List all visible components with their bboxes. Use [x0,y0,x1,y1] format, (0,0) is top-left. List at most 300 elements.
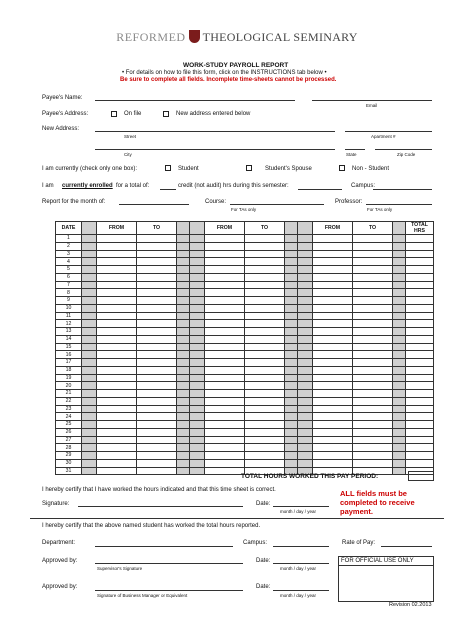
time-cell[interactable] [353,444,393,452]
shaded-cell [177,320,190,328]
time-cell[interactable] [137,320,177,328]
time-cell[interactable] [245,459,285,467]
time-cell[interactable] [313,382,353,390]
time-cell[interactable] [406,359,434,367]
time-cell[interactable] [205,289,245,297]
time-cell[interactable] [313,359,353,367]
department-field[interactable] [95,546,233,547]
time-cell[interactable] [406,351,434,359]
time-cell[interactable] [406,382,434,390]
time-cell[interactable] [97,436,137,444]
time-cell[interactable] [406,266,434,274]
col-from-1: FROM [97,222,137,235]
time-cell[interactable] [97,242,137,250]
time-cell[interactable] [406,413,434,421]
time-cell[interactable] [205,351,245,359]
time-cell[interactable] [406,242,434,250]
shaded-cell [285,444,298,452]
shaded-cell [177,452,190,460]
time-cell[interactable] [97,428,137,436]
time-cell[interactable] [205,343,245,351]
time-cell[interactable] [97,258,137,266]
time-cell[interactable] [313,273,353,281]
table-row [56,273,434,281]
time-cell[interactable] [137,444,177,452]
time-cell[interactable] [353,328,393,336]
rate-field[interactable] [381,546,432,547]
time-cell[interactable] [205,390,245,398]
time-cell[interactable] [313,390,353,398]
time-cell[interactable] [406,343,434,351]
student-label: Student [178,166,199,172]
time-cell[interactable] [245,390,285,398]
date-cell: 29 [56,452,82,460]
time-cell[interactable] [406,421,434,429]
time-cell[interactable] [97,312,137,320]
time-cell[interactable] [353,359,393,367]
shaded-cell [190,297,205,305]
time-cell[interactable] [205,413,245,421]
time-cell[interactable] [406,374,434,382]
time-cell[interactable] [353,297,393,305]
time-cell[interactable] [97,397,137,405]
time-cell[interactable] [406,428,434,436]
time-cell[interactable] [245,382,285,390]
time-cell[interactable] [353,273,393,281]
time-cell[interactable] [313,428,353,436]
time-cell[interactable] [137,343,177,351]
time-cell[interactable] [313,328,353,336]
street-field[interactable] [95,131,335,132]
time-cell[interactable] [313,235,353,243]
campus-label: Campus: [351,183,376,189]
time-cell[interactable] [313,250,353,258]
time-cell[interactable] [97,235,137,243]
time-cell[interactable] [406,273,434,281]
time-cell[interactable] [205,235,245,243]
time-cell[interactable] [353,390,393,398]
date-cell: 20 [56,382,82,390]
time-cell[interactable] [137,242,177,250]
time-cell[interactable] [245,366,285,374]
time-cell[interactable] [97,452,137,460]
total-hours-field[interactable] [408,471,434,481]
time-cell[interactable] [353,459,393,467]
date-cell: 21 [56,390,82,398]
time-cell[interactable] [205,250,245,258]
time-cell[interactable] [205,359,245,367]
city-field[interactable] [95,149,335,150]
time-cell[interactable] [313,289,353,297]
time-cell[interactable] [313,281,353,289]
shaded-cell [177,436,190,444]
table-row [56,421,434,429]
shaded-cell [82,397,97,405]
time-cell[interactable] [353,250,393,258]
time-cell[interactable] [406,444,434,452]
time-cell[interactable] [313,421,353,429]
time-cell[interactable] [97,250,137,258]
time-cell[interactable] [97,320,137,328]
time-cell[interactable] [205,312,245,320]
time-cell[interactable] [97,343,137,351]
time-cell[interactable] [205,452,245,460]
date-cell: 2 [56,242,82,250]
time-cell[interactable] [205,273,245,281]
time-cell[interactable] [353,428,393,436]
time-cell[interactable] [406,304,434,312]
street-label: Street [124,134,137,139]
time-cell[interactable] [137,436,177,444]
logo-reformed: REFORMED [116,30,186,44]
date-cell: 27 [56,436,82,444]
time-cell[interactable] [137,250,177,258]
time-cell[interactable] [97,281,137,289]
time-cell[interactable] [137,351,177,359]
shaded-cell [298,359,313,367]
time-cell[interactable] [137,405,177,413]
time-cell[interactable] [137,266,177,274]
supervisor-date-field[interactable] [273,563,329,564]
currently-enrolled-label: currently enrolled [62,183,113,189]
date-cell: 9 [56,297,82,305]
month-field[interactable] [119,204,189,205]
time-cell[interactable] [245,351,285,359]
spouse-checkbox[interactable] [246,165,252,171]
time-cell[interactable] [406,289,434,297]
time-cell[interactable] [353,374,393,382]
time-cell[interactable] [313,297,353,305]
shaded-cell [82,390,97,398]
time-cell[interactable] [97,328,137,336]
time-cell[interactable] [97,459,137,467]
time-cell[interactable] [406,328,434,336]
time-cell[interactable] [137,467,177,475]
time-cell[interactable] [97,359,137,367]
time-cell[interactable] [205,297,245,305]
shaded-cell [177,266,190,274]
time-cell[interactable] [313,436,353,444]
credit-total-field[interactable] [298,189,342,190]
time-cell[interactable] [205,428,245,436]
time-cell[interactable] [353,413,393,421]
time-cell[interactable] [313,397,353,405]
date-cell: 15 [56,343,82,351]
time-cell[interactable] [353,266,393,274]
time-cell[interactable] [205,328,245,336]
business-date-label: Date: [256,584,271,590]
time-cell[interactable] [137,428,177,436]
time-cell[interactable] [137,397,177,405]
section-divider [30,518,444,519]
time-cell[interactable] [353,312,393,320]
payee-name-field[interactable] [95,100,295,101]
time-cell[interactable] [245,413,285,421]
time-cell[interactable] [245,235,285,243]
time-cell[interactable] [205,304,245,312]
time-cell[interactable] [406,235,434,243]
shaded-cell [393,343,406,351]
date-cell: 16 [56,351,82,359]
date-cell: 5 [56,266,82,274]
time-cell[interactable] [406,250,434,258]
time-cell[interactable] [353,258,393,266]
course-field[interactable] [230,204,324,205]
time-cell[interactable] [97,266,137,274]
hours-table [55,221,434,475]
shaded-cell [190,366,205,374]
state-field[interactable] [345,149,365,150]
time-cell[interactable] [353,421,393,429]
time-cell[interactable] [245,444,285,452]
time-cell[interactable] [353,436,393,444]
time-cell[interactable] [406,320,434,328]
zip-field[interactable] [375,149,432,150]
time-cell[interactable] [245,374,285,382]
time-cell[interactable] [205,335,245,343]
shaded-cell [82,273,97,281]
credit-hours-field[interactable] [160,189,176,190]
non-student-checkbox[interactable] [339,165,345,171]
shaded-cell [285,242,298,250]
time-cell[interactable] [137,382,177,390]
time-cell[interactable] [137,359,177,367]
time-cell[interactable] [353,289,393,297]
time-cell[interactable] [313,351,353,359]
business-signature-label: Signature of Business Manager or Equivalent [97,593,188,598]
time-cell[interactable] [406,390,434,398]
on-file-checkbox[interactable] [111,111,117,117]
time-cell[interactable] [353,320,393,328]
time-cell[interactable] [353,242,393,250]
time-cell[interactable] [245,335,285,343]
time-cell[interactable] [97,444,137,452]
time-cell[interactable] [245,397,285,405]
shaded-cell [285,266,298,274]
time-cell[interactable] [97,374,137,382]
time-cell[interactable] [205,320,245,328]
time-cell[interactable] [137,235,177,243]
time-cell[interactable] [205,397,245,405]
time-cell[interactable] [245,328,285,336]
time-cell[interactable] [245,281,285,289]
table-row [56,304,434,312]
time-cell[interactable] [97,351,137,359]
time-cell[interactable] [245,343,285,351]
time-cell[interactable] [97,273,137,281]
student-checkbox[interactable] [165,165,171,171]
shaded-cell [393,444,406,452]
time-cell[interactable] [205,366,245,374]
time-cell[interactable] [313,258,353,266]
time-cell[interactable] [137,312,177,320]
time-cell[interactable] [245,304,285,312]
time-cell[interactable] [406,335,434,343]
time-cell[interactable] [205,281,245,289]
time-cell[interactable] [245,320,285,328]
student-signature-field[interactable] [78,506,243,507]
time-cell[interactable] [313,374,353,382]
time-cell[interactable] [313,304,353,312]
time-cell[interactable] [97,382,137,390]
time-cell[interactable] [313,452,353,460]
shaded-cell [393,266,406,274]
shaded-cell [190,444,205,452]
time-cell[interactable] [97,289,137,297]
time-cell[interactable] [313,459,353,467]
student-date-field[interactable] [273,506,329,507]
time-cell[interactable] [406,297,434,305]
time-cell[interactable] [245,428,285,436]
shaded-cell [177,281,190,289]
time-cell[interactable] [137,335,177,343]
time-cell[interactable] [245,266,285,274]
time-cell[interactable] [205,459,245,467]
shaded-cell [298,421,313,429]
time-cell[interactable] [406,366,434,374]
time-cell[interactable] [205,436,245,444]
shaded-cell [177,405,190,413]
email-field[interactable] [312,100,432,101]
date-cell: 31 [56,467,82,475]
time-cell[interactable] [353,235,393,243]
time-cell[interactable] [137,452,177,460]
shaded-cell [393,436,406,444]
time-cell[interactable] [245,289,285,297]
time-cell[interactable] [406,459,434,467]
time-cell[interactable] [97,421,137,429]
time-cell[interactable] [97,304,137,312]
supervisor-campus-field[interactable] [273,546,329,547]
time-cell[interactable] [137,289,177,297]
time-cell[interactable] [97,390,137,398]
time-cell[interactable] [313,335,353,343]
shaded-cell [82,343,97,351]
time-cell[interactable] [313,242,353,250]
time-cell[interactable] [205,242,245,250]
time-cell[interactable] [137,459,177,467]
time-cell[interactable] [245,405,285,413]
time-cell[interactable] [205,266,245,274]
time-cell[interactable] [313,343,353,351]
time-cell[interactable] [406,405,434,413]
time-cell[interactable] [313,266,353,274]
time-cell[interactable] [97,467,137,475]
shaded-cell [190,320,205,328]
time-cell[interactable] [313,312,353,320]
time-cell[interactable] [97,413,137,421]
time-cell[interactable] [205,258,245,266]
campus-field[interactable] [373,189,432,190]
time-cell[interactable] [137,366,177,374]
time-cell[interactable] [137,413,177,421]
time-cell[interactable] [406,258,434,266]
shaded-cell [285,459,298,467]
time-cell[interactable] [313,366,353,374]
time-cell[interactable] [137,297,177,305]
time-cell[interactable] [137,390,177,398]
professor-field[interactable] [366,204,432,205]
time-cell[interactable] [406,281,434,289]
shaded-cell [177,250,190,258]
business-date-field[interactable] [273,590,329,591]
time-cell[interactable] [353,452,393,460]
instructions-note: • For details on how to file this form, click on the INSTRUCTIONS tab below • [122,70,327,76]
time-cell[interactable] [137,374,177,382]
time-cell[interactable] [313,320,353,328]
shaded-cell [177,374,190,382]
time-cell[interactable] [353,281,393,289]
time-cell[interactable] [97,297,137,305]
business-signature-field[interactable] [95,590,243,591]
shaded-cell [393,421,406,429]
time-cell[interactable] [313,444,353,452]
time-cell[interactable] [97,366,137,374]
supervisor-signature-field[interactable] [95,563,243,564]
time-cell[interactable] [137,258,177,266]
time-cell[interactable] [353,335,393,343]
time-cell[interactable] [313,413,353,421]
new-address-checkbox[interactable] [163,111,169,117]
shaded-cell [393,250,406,258]
time-cell[interactable] [205,405,245,413]
time-cell[interactable] [406,397,434,405]
time-cell[interactable] [245,273,285,281]
shaded-cell [393,297,406,305]
time-cell[interactable] [137,281,177,289]
time-cell[interactable] [205,382,245,390]
time-cell[interactable] [406,436,434,444]
shaded-cell [393,351,406,359]
time-cell[interactable] [205,444,245,452]
time-cell[interactable] [245,312,285,320]
time-cell[interactable] [313,405,353,413]
time-cell[interactable] [353,366,393,374]
time-cell[interactable] [406,312,434,320]
time-cell[interactable] [406,452,434,460]
time-cell[interactable] [137,273,177,281]
time-cell[interactable] [353,343,393,351]
time-cell[interactable] [97,405,137,413]
time-cell[interactable] [245,436,285,444]
time-cell[interactable] [245,297,285,305]
time-cell[interactable] [245,242,285,250]
time-cell[interactable] [205,421,245,429]
time-cell[interactable] [353,405,393,413]
time-cell[interactable] [245,250,285,258]
shaded-cell [82,335,97,343]
table-row [56,444,434,452]
time-cell[interactable] [137,328,177,336]
time-cell[interactable] [245,421,285,429]
time-cell[interactable] [137,421,177,429]
time-cell[interactable] [353,351,393,359]
apartment-field[interactable] [345,131,432,132]
time-cell[interactable] [137,304,177,312]
time-cell[interactable] [353,397,393,405]
time-cell[interactable] [205,374,245,382]
shaded-cell [298,405,313,413]
time-cell[interactable] [353,304,393,312]
time-cell[interactable] [245,359,285,367]
time-cell[interactable] [245,258,285,266]
time-cell[interactable] [353,382,393,390]
time-cell[interactable] [245,452,285,460]
time-cell[interactable] [97,335,137,343]
time-cell[interactable] [205,467,245,475]
supervisor-date-label: Date: [256,558,271,564]
col-from-2: FROM [205,222,245,235]
